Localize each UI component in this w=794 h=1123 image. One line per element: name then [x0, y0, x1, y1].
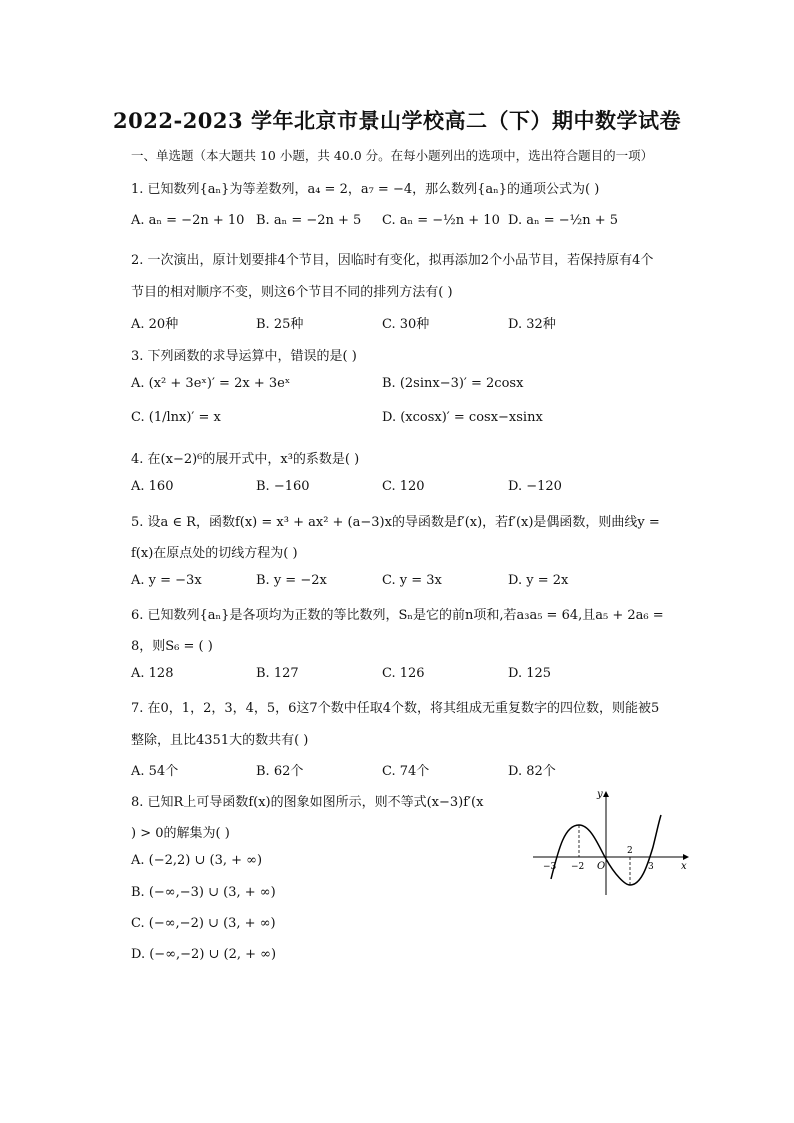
q8-option-d: D. (−∞,−2) ∪ (2, + ∞) [131, 947, 277, 962]
q3-option-d: D. (xcosx)′ = cosx−xsinx [382, 410, 543, 425]
function-graph [533, 787, 693, 897]
question-2-text-line2: 节目的相对顺序不变，则这6个节目不同的排列方法有( ) [131, 285, 453, 300]
q5-option-c: C. y = 3x [382, 573, 442, 588]
q6-option-d: D. 125 [508, 666, 552, 681]
question-5-text-line1: 5. 设a ∈ R，函数f(x) = x³ + ax² + (a−3)x的导函数是f′(x)，若f′(x)是偶函数，则曲线y = [131, 515, 660, 530]
page-title: 2022-2023 学年北京市景山学校高二（下）期中数学试卷 [113, 108, 681, 133]
q6-option-b: B. 127 [256, 666, 299, 681]
q2-option-c: C. 30种 [382, 317, 430, 332]
q5-option-b: B. y = −2x [256, 573, 327, 588]
q7-option-a: A. 54个 [131, 764, 179, 779]
q1-option-c: C. aₙ = −½n + 10 [382, 213, 500, 228]
q7-option-b: B. 62个 [256, 764, 304, 779]
tick-label-3: 3 [648, 862, 654, 872]
tick-label-minus-2: −2 [571, 862, 585, 872]
section-heading: 一、单选题（本大题共 10 小题，共 40.0 分。在每小题列出的选项中，选出符合题目的一项） [131, 148, 654, 163]
question-5-text-line2: f(x)在原点处的切线方程为( ) [131, 546, 298, 561]
q4-option-c: C. 120 [382, 479, 425, 494]
q7-option-c: C. 74个 [382, 764, 430, 779]
q1-option-a: A. aₙ = −2n + 10 [131, 213, 245, 228]
question-7-text-line1: 7. 在0，1，2，3，4，5，6这7个数中任取4个数，将其组成无重复数字的四位数，则能被5 [131, 701, 660, 716]
q1-option-b: B. aₙ = −2n + 5 [256, 213, 362, 228]
q3-option-b: B. (2sinx−3)′ = 2cosx [382, 376, 524, 391]
q7-option-d: D. 82个 [508, 764, 556, 779]
q2-option-d: D. 32种 [508, 317, 556, 332]
q5-option-d: D. y = 2x [508, 573, 569, 588]
q4-option-a: A. 160 [131, 479, 174, 494]
question-6-text-line2: 8，则S₆ = ( ) [131, 639, 213, 654]
q6-option-c: C. 126 [382, 666, 425, 681]
question-8-text-line2: ) > 0的解集为( ) [131, 826, 230, 841]
q8-option-b: B. (−∞,−3) ∪ (3, + ∞) [131, 885, 276, 900]
x-axis-label: x [681, 861, 687, 872]
origin-label: O [597, 861, 606, 872]
q3-option-c: C. (1/lnx)′ = x [131, 410, 221, 425]
q4-option-d: D. −120 [508, 479, 562, 494]
y-axis-arrow-icon [603, 791, 609, 797]
q1-option-d: D. aₙ = −½n + 5 [508, 213, 619, 228]
question-2-text-line1: 2. 一次演出，原计划要排4个节目，因临时有变化，拟再添加2个小品节目，若保持原有4个 [131, 253, 654, 268]
q5-option-a: A. y = −3x [131, 573, 202, 588]
question-6-text-line1: 6. 已知数列{aₙ}是各项均为正数的等比数列，Sₙ是它的前n项和,若a₃a₅ = 64,且a₅ + 2a₆ = [131, 608, 664, 623]
question-8-text-line1: 8. 已知R上可导函数f(x)的图象如图所示，则不等式(x−3)f′(x [131, 795, 484, 810]
q8-option-a: A. (−2,2) ∪ (3, + ∞) [131, 853, 263, 868]
q8-option-c: C. (−∞,−2) ∪ (3, + ∞) [131, 916, 276, 931]
q3-option-a: A. (x² + 3eˣ)′ = 2x + 3eˣ [131, 376, 291, 391]
q6-option-a: A. 128 [131, 666, 174, 681]
q2-option-b: B. 25种 [256, 317, 304, 332]
y-axis-label: y [597, 789, 603, 800]
q4-option-b: B. −160 [256, 479, 310, 494]
x-axis-arrow-icon [683, 854, 689, 860]
question-7-text-line2: 整除，且比4351大的数共有( ) [131, 733, 309, 748]
question-3-text: 3. 下列函数的求导运算中，错误的是( ) [131, 349, 357, 364]
q2-option-a: A. 20种 [131, 317, 179, 332]
question-1-text: 1. 已知数列{aₙ}为等差数列，a₄ = 2，a₇ = −4，那么数列{aₙ}的通项公式为( ) [131, 182, 600, 197]
tick-label-minus-3: −3 [543, 862, 557, 872]
tick-label-2: 2 [627, 846, 633, 856]
question-4-text: 4. 在(x−2)⁶的展开式中，x³的系数是( ) [131, 452, 360, 467]
